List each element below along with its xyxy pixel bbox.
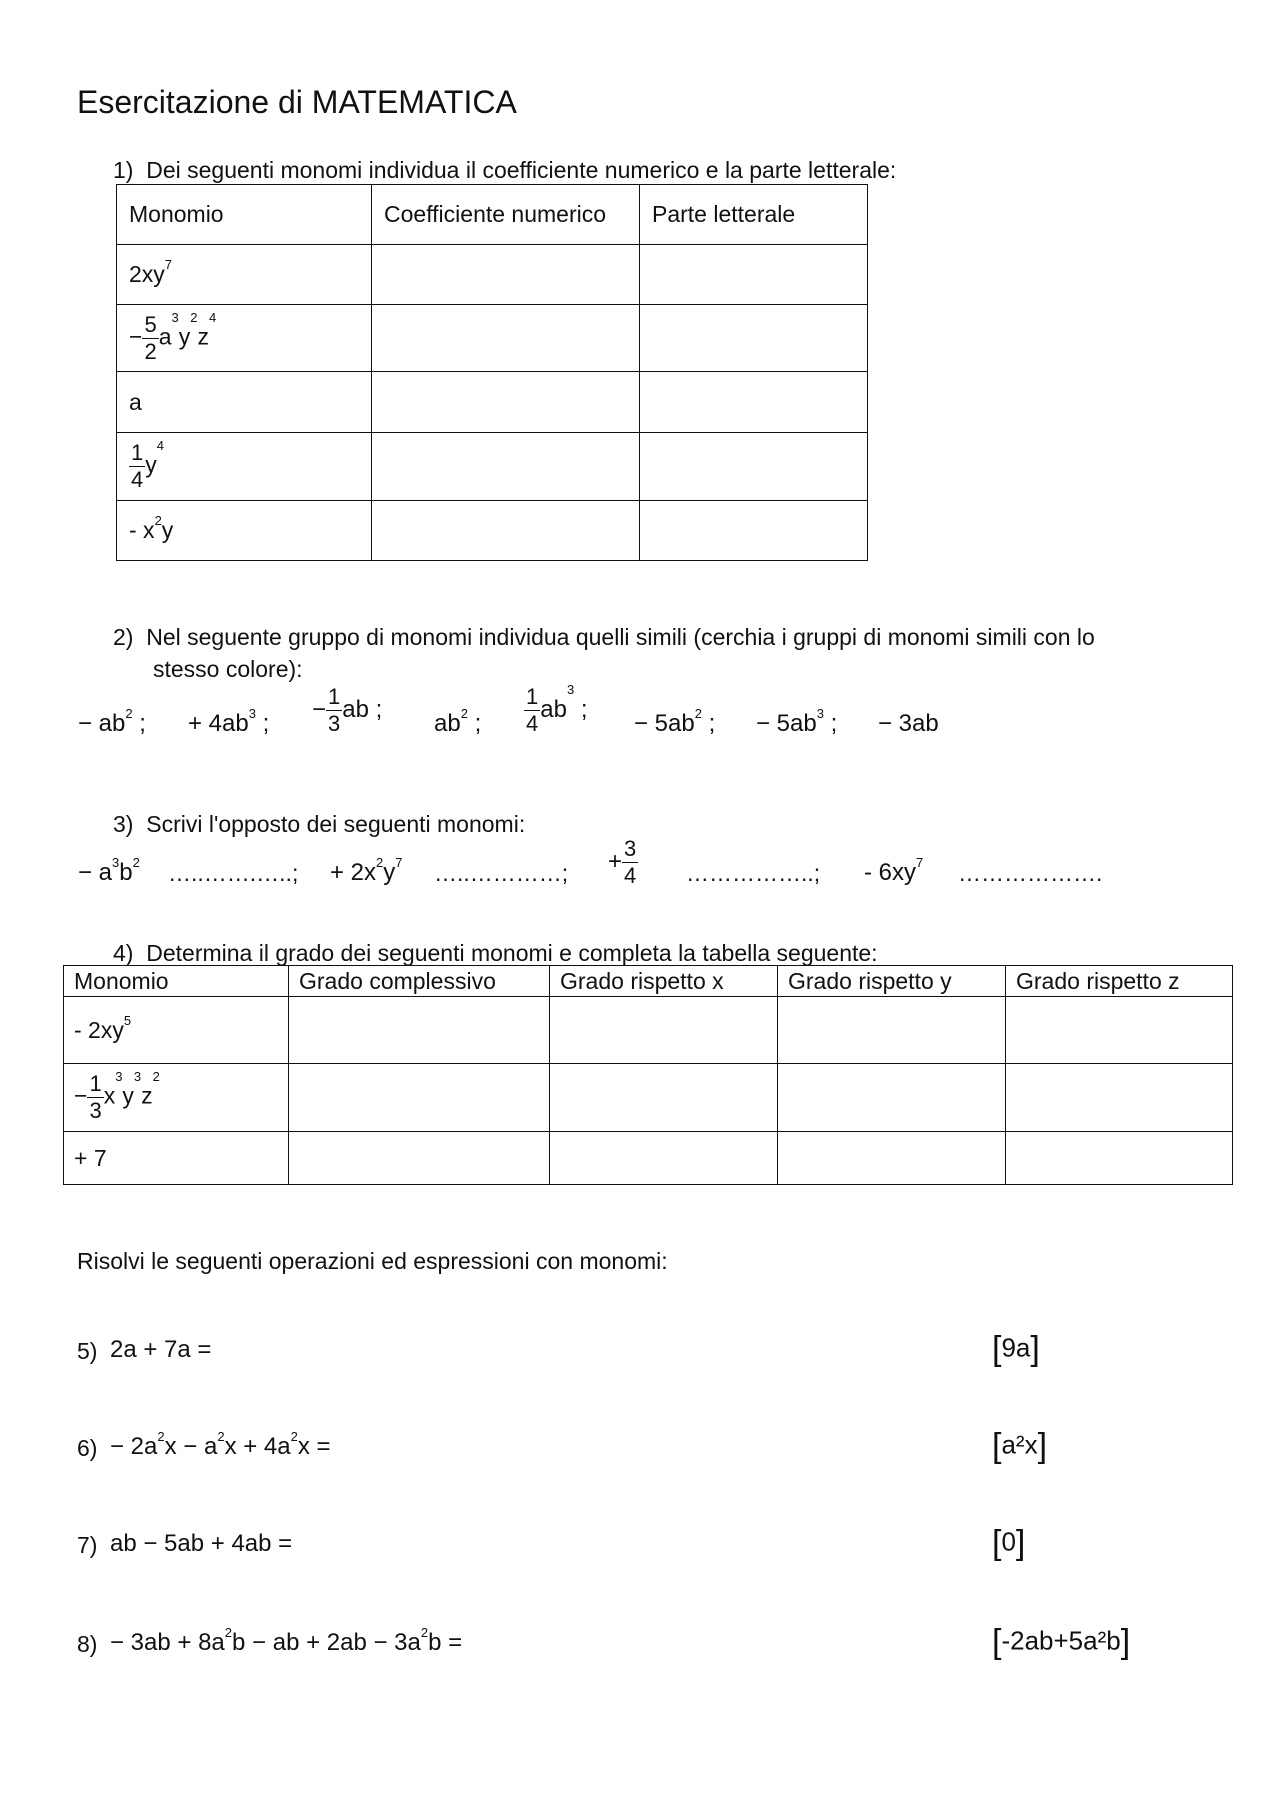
q2-monomial[interactable]: $\frac{1}{4}$ $ab^3$ ; (526, 682, 588, 736)
q4-header-row (64, 966, 1233, 997)
exercise-number: 6) (77, 1435, 98, 1461)
literal-input-cell[interactable] (640, 372, 868, 433)
table-row (64, 1064, 1233, 1132)
degree-x-input-cell[interactable] (550, 997, 778, 1064)
q3-monomial: - $6xy^7$ (864, 855, 924, 886)
table-row (117, 433, 868, 501)
degree-y-input-cell[interactable] (778, 1064, 1006, 1132)
q2-monomial[interactable]: − $5ab^2$ ; (634, 706, 716, 737)
coefficient-input-cell[interactable] (372, 245, 640, 305)
literal-input-cell[interactable] (640, 245, 868, 305)
q1-text: Dei seguenti monomi individua il coefficiente numerico e la parte letterale: (146, 157, 897, 183)
q3-text: Scrivi l'opposto dei seguenti monomi: (146, 811, 526, 837)
q3-monomial: + $\frac{3}{4}$ (608, 836, 637, 888)
q2-monomial[interactable]: − $\frac{1}{3}$ ab ; (312, 684, 383, 736)
q4-header-monomio: Monomio (64, 966, 289, 997)
monomial-cell: + 7 (64, 1132, 289, 1185)
monomial-cell: a (117, 372, 372, 433)
coefficient-input-cell[interactable] (372, 372, 640, 433)
q4-header-y: Grado rispetto y (778, 966, 1006, 997)
q1-header-coefficiente: Coefficiente numerico (372, 185, 640, 245)
q3-blank[interactable]: …..…….…..; (168, 860, 299, 886)
q2-monomial[interactable]: + $4ab^3$ ; (188, 706, 270, 737)
literal-input-cell[interactable] (640, 501, 868, 561)
q1-table (116, 184, 868, 561)
q2-monomial[interactable]: − $ab^2$ ; (78, 706, 146, 737)
degree-x-input-cell[interactable] (550, 1064, 778, 1132)
degree-z-input-cell[interactable] (1006, 997, 1233, 1064)
exercise-expression: − $3ab + 8a^2b$ − ab + $2ab - 3a^2b$ = (110, 1625, 463, 1656)
q4-header-complessivo: Grado complessivo (289, 966, 550, 997)
table-row (117, 501, 868, 561)
exercise-number: 5) (77, 1338, 98, 1364)
q2-monomial[interactable]: − 3ab (878, 710, 939, 737)
exercise-answer: [0] (992, 1524, 1026, 1562)
monomial-cell: $\frac{1}{4}$ $y^4$ (117, 433, 372, 501)
exercise-expression: − $2a^2x - a^2x + 4a^2x$ = (110, 1429, 331, 1460)
q1-number: 1) (113, 157, 134, 183)
table-row (117, 245, 868, 305)
page-title: Esercitazione di MATEMATICA (77, 84, 517, 120)
q3-blank[interactable]: …..…………; (434, 860, 569, 886)
q3-blank[interactable]: ………………. (958, 860, 1103, 886)
table-row (117, 372, 868, 433)
q2-prompt-line2: stesso colore): (153, 656, 303, 682)
q4-header-x: Grado rispetto x (550, 966, 778, 997)
monomial-cell: − $\frac{5}{2}$ $a^3y^2z^4$ (117, 305, 372, 372)
q3-monomial: + $2x^2y^7$ (330, 855, 403, 886)
q2-prompt-line1 (113, 624, 1095, 651)
exercise-number: 7) (77, 1532, 98, 1558)
coefficient-input-cell[interactable] (372, 305, 640, 372)
monomial-cell: - $2xy^5$ (64, 997, 289, 1064)
exercise-expression: 2a + 7a = (110, 1336, 212, 1363)
coefficient-input-cell[interactable] (372, 433, 640, 501)
q3-number: 3) (113, 811, 134, 837)
table-row (117, 305, 868, 372)
degree-x-input-cell[interactable] (550, 1132, 778, 1185)
q2-monomial[interactable]: $ab^2$ ; (434, 706, 482, 737)
degree-input-cell[interactable] (289, 1064, 550, 1132)
exercise-expression: ab − 5ab + 4ab = (110, 1530, 293, 1557)
degree-input-cell[interactable] (289, 1132, 550, 1185)
q1-prompt (113, 157, 896, 184)
q4-table (63, 965, 1233, 1185)
literal-input-cell[interactable] (640, 305, 868, 372)
table-row (64, 997, 1233, 1064)
q2-monomial[interactable]: − $5ab^3$ ; (756, 706, 838, 737)
degree-input-cell[interactable] (289, 997, 550, 1064)
degree-z-input-cell[interactable] (1006, 1064, 1233, 1132)
q1-header-row (117, 185, 868, 245)
q3-prompt (113, 811, 525, 838)
q3-blank[interactable]: ……………..; (686, 860, 821, 886)
q4-header-z: Grado rispetto z (1006, 966, 1233, 997)
instructions: Risolvi le seguenti operazioni ed espressioni con monomi: (77, 1248, 668, 1274)
exercise-answer: [-2ab+5a²b] (992, 1623, 1131, 1661)
q2-text: Nel seguente gruppo di monomi individua quelli simili (cerchia i gruppi di monomi simili con lo (146, 624, 1095, 650)
q4-prompt (113, 940, 878, 967)
exercise-answer: [9a] (992, 1330, 1040, 1368)
coefficient-input-cell[interactable] (372, 501, 640, 561)
q3-monomial: − $a^3b^2$ (78, 855, 140, 886)
exercise-number: 8) (77, 1631, 98, 1657)
q2-number: 2) (113, 624, 134, 650)
literal-input-cell[interactable] (640, 433, 868, 501)
q4-number: 4) (113, 940, 134, 966)
monomial-cell: - $x^2y$ (117, 501, 372, 561)
degree-y-input-cell[interactable] (778, 1132, 1006, 1185)
table-row (64, 1132, 1233, 1185)
q4-text: Determina il grado dei seguenti monomi e completa la tabella seguente: (146, 940, 878, 966)
degree-y-input-cell[interactable] (778, 997, 1006, 1064)
q1-header-parte: Parte letterale (640, 185, 868, 245)
exercise-answer: [a²x] (992, 1427, 1048, 1465)
monomial-cell: − $\frac{1}{3}$ $x^3y^3z^2$ (64, 1064, 289, 1132)
q1-header-monomio: Monomio (117, 185, 372, 245)
degree-z-input-cell[interactable] (1006, 1132, 1233, 1185)
monomial-cell: $2xy^7$ (117, 245, 372, 305)
